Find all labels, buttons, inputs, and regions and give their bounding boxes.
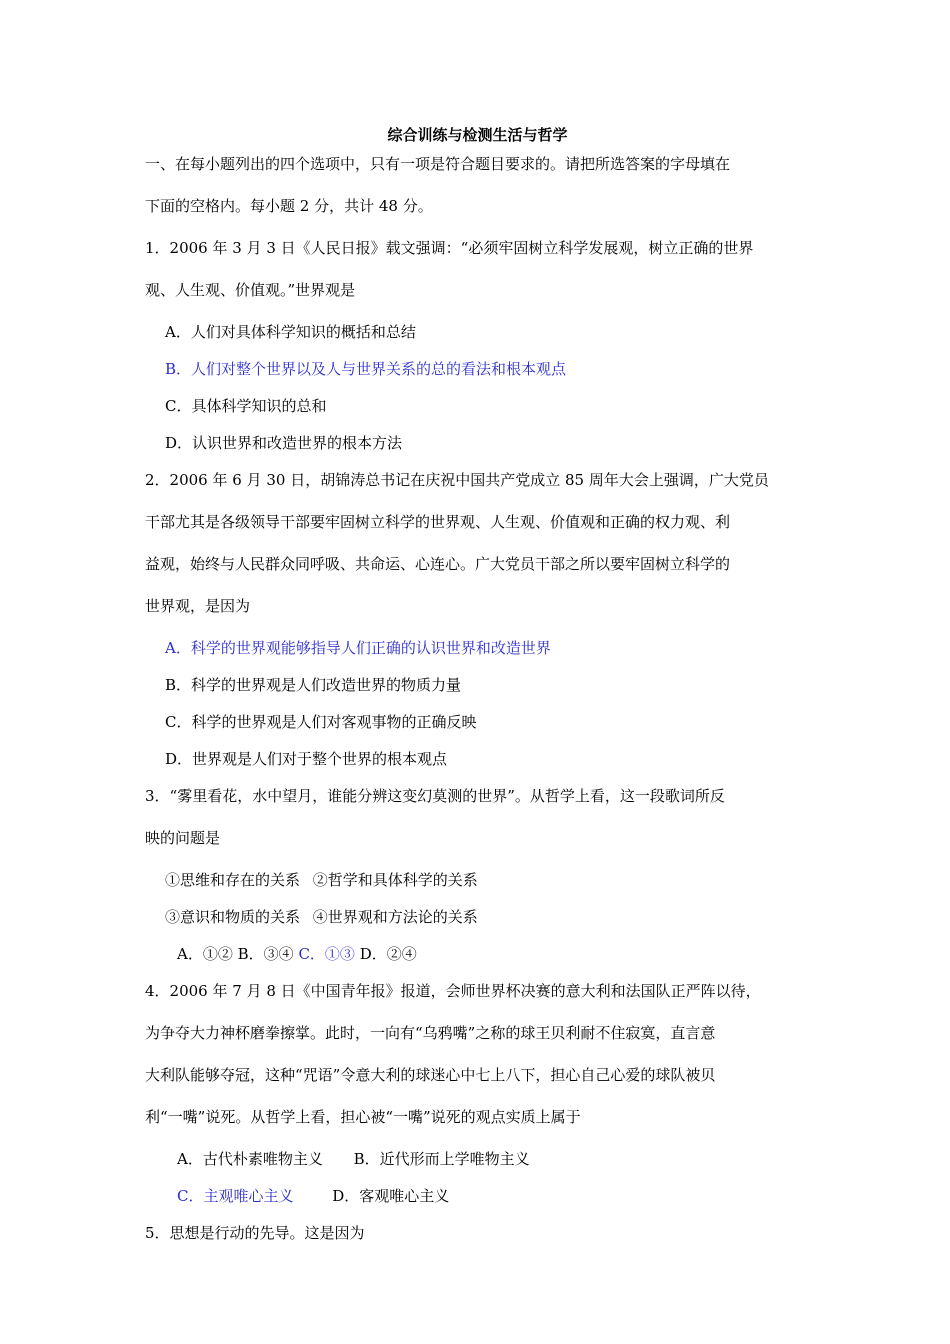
q4-stem-line-2: 为争夺大力神杯磨拳擦掌。此时，一向有“乌鸦嘴”之称的球王贝利耐不住寂寞，直言意 bbox=[145, 1024, 716, 1042]
q4-options-row-1 bbox=[145, 1143, 810, 1180]
document-page bbox=[145, 122, 810, 1259]
q4-options-row-2 bbox=[145, 1180, 810, 1217]
q3-statement-3: ③意识和物质的关系 bbox=[165, 908, 301, 926]
q3-statements-row-2 bbox=[145, 901, 810, 938]
q4-stem-line-3: 大利队能够夺冠，这种“咒语”令意大利的球迷心中七上八下，担心自己心爱的球队被贝 bbox=[145, 1066, 716, 1084]
q3-statement-4: ④世界观和方法论的关系 bbox=[312, 908, 478, 926]
q4-option-c: C．主观唯心主义 bbox=[177, 1187, 294, 1205]
q3-statement-2: ②哲学和具体科学的关系 bbox=[312, 871, 478, 889]
q4-option-a: A．古代朴素唯物主义 bbox=[177, 1150, 323, 1168]
q5-stem: 5．思想是行动的先导。这是因为 bbox=[145, 1224, 365, 1242]
q3-options-row bbox=[145, 938, 810, 975]
q1-option-a: A．人们对具体科学知识的概括和总结 bbox=[165, 323, 416, 341]
q3-option-c: C．①③ bbox=[298, 945, 355, 963]
q3-stem-line-2: 映的问题是 bbox=[145, 829, 221, 847]
q2-stem-line-3: 益观，始终与人民群众同呼吸、共命运、心连心。广大党员干部之所以要牢固树立科学的 bbox=[145, 555, 731, 573]
q2-option-b: B．科学的世界观是人们改造世界的物质力量 bbox=[165, 676, 462, 694]
q3-option-d: D．②④ bbox=[359, 945, 417, 963]
q2-option-c: C．科学的世界观是人们对客观事物的正确反映 bbox=[165, 713, 477, 731]
q3-option-a: A．①② bbox=[177, 945, 233, 963]
q3-statements-row-1 bbox=[145, 864, 810, 901]
intro-line-1: 一、在每小题列出的四个选项中，只有一项是符合题目要求的。请把所选答案的字母填在 bbox=[145, 155, 731, 173]
q4-stem-line-1: 4．2006 年 7 月 8 日《中国青年报》报道，会师世界杯决赛的意大利和法国队正严阵以待， bbox=[145, 982, 761, 1000]
q3-statement-1: ①思维和存在的关系 bbox=[165, 871, 301, 889]
document-title: 综合训练与检测生活与哲学 bbox=[387, 126, 568, 144]
q2-option-d: D．世界观是人们对于整个世界的根本观点 bbox=[165, 750, 448, 768]
q1-option-b: B．人们对整个世界以及人与世界关系的总的看法和根本观点 bbox=[165, 360, 567, 378]
q1-option-c: C．具体科学知识的总和 bbox=[165, 397, 327, 415]
q1-option-d: D．认识世界和改造世界的根本方法 bbox=[165, 434, 403, 452]
q4-option-d: D．客观唯心主义 bbox=[332, 1187, 450, 1205]
q4-option-b: B．近代形而上学唯物主义 bbox=[353, 1150, 530, 1168]
q1-stem-line-1: 1．2006 年 3 月 3 日《人民日报》载文强调：“必须牢固树立科学发展观，树立正确的世界 bbox=[145, 239, 754, 257]
q1-stem-line-2: 观、人生观、价值观。”世界观是 bbox=[145, 281, 356, 299]
q3-stem-line-1: 3．“雾里看花，水中望月，谁能分辨这变幻莫测的世界”。从哲学上看，这一段歌词所反 bbox=[145, 787, 725, 805]
q4-stem-line-4: 利“一嘴”说死。从哲学上看，担心被“一嘴”说死的观点实质上属于 bbox=[145, 1108, 581, 1126]
intro-line-2: 下面的空格内。每小题 2 分，共计 48 分。 bbox=[145, 197, 433, 215]
q2-option-a: A．科学的世界观能够指导人们正确的认识世界和改造世界 bbox=[165, 639, 551, 657]
q2-stem-line-4: 世界观，是因为 bbox=[145, 597, 251, 615]
q2-stem-line-2: 干部尤其是各级领导干部要牢固树立科学的世界观、人生观、价值观和正确的权力观、利 bbox=[145, 513, 731, 531]
q3-option-b: B．③④ bbox=[237, 945, 294, 963]
q2-stem-line-1: 2．2006 年 6 月 30 日，胡锦涛总书记在庆祝中国共产党成立 85 周年大会上强调，广大党员 bbox=[145, 471, 769, 489]
